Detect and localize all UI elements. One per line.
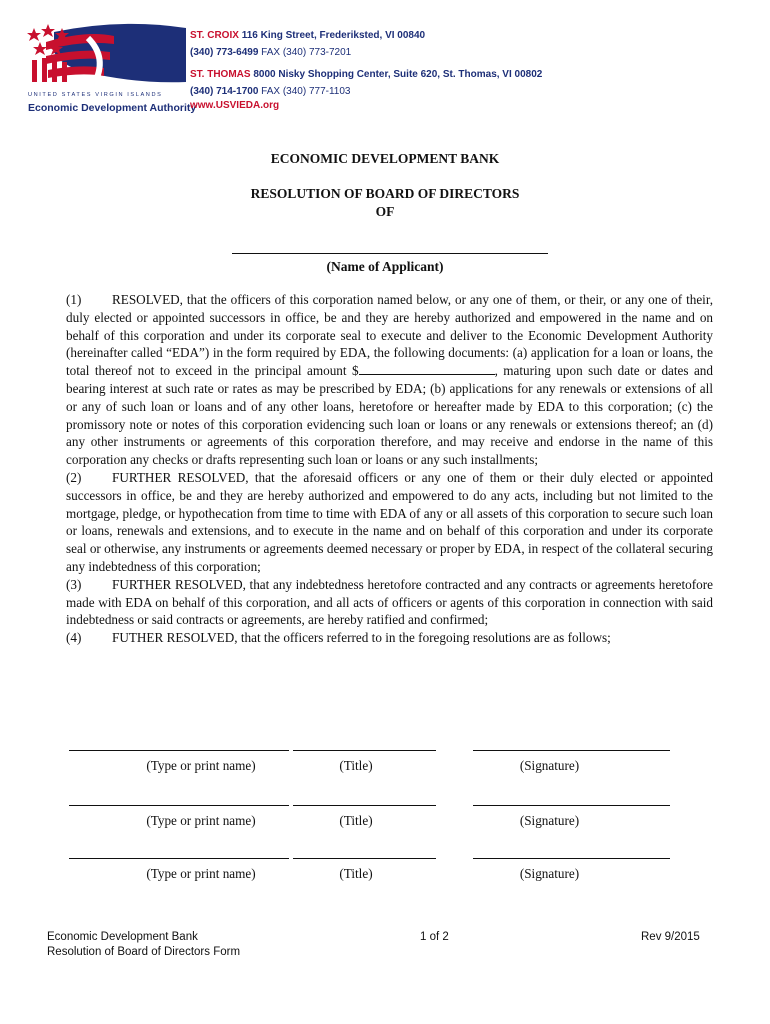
stthomas-phone-line xyxy=(190,84,542,101)
name-label: (Type or print name) xyxy=(146,866,256,881)
footer-subtitle: Resolution of Board of Directors Form xyxy=(47,946,241,958)
name-label: (Type or print name) xyxy=(146,758,256,773)
officer-row xyxy=(0,858,770,898)
document-title: ECONOMIC DEVELOPMENT BANK xyxy=(270,151,500,166)
applicant-name-field[interactable] xyxy=(232,253,548,254)
signature-field[interactable] xyxy=(473,805,670,806)
stcroix-address-line xyxy=(190,28,542,45)
title-label: (Title) xyxy=(339,758,373,773)
website-link[interactable]: www.USVIEDA.org xyxy=(190,100,280,111)
stcroix-address: 116 King Street, Frederiksted, VI 00840 xyxy=(241,30,426,41)
signature-label: (Signature) xyxy=(519,866,580,881)
resolution-text: , maturing upon such date or dates and bearing interest at such rate or rates as may be prescribed by EDA; (b) applications for any renewals or extensions of all or any of such loan or loans and of any other loans, heretofore or hereafter made by EDA to this corporation; (c) the promissory note or notes of this corporation evidencing such loan or loans or any renewals or extensions thereof; an (d) any other instruments or agreements of this corporation therefore, and may receive and endorse in the name of this corporation any checks or drafts representing such loan or loans or any such installments; xyxy=(66,363,713,468)
officer-row xyxy=(0,750,770,790)
signature-label: (Signature) xyxy=(519,758,580,773)
resolution-text: FURTHER RESOLVED, that the aforesaid officers or any one of them or their duly elected or appointed successors in office, be and they are hereby authorized and empowered to do any acts, including but not limited to the mortgage, pledge, or hypothecation from time to time with EDA of any or all assets of this corporation to secure such loan or loans, renewals and extensions, and to execute in the name and on behalf of this corporation and under its corporate seal or otherwise, any instruments or agreements deemed necessary or proper by EDA, in respect of the collateral securing any indebtedness of this corporation; xyxy=(66,469,713,574)
name-field[interactable] xyxy=(69,750,289,751)
stcroix-phone: (340) 773-6499 xyxy=(190,46,259,58)
flag-logo-graphic xyxy=(26,22,186,92)
resolution-number: (1) xyxy=(66,292,82,307)
resolution-text: FUTHER RESOLVED, that the officers referred to in the foregoing resolutions are as follows; xyxy=(112,630,611,646)
resolution-number: (3) xyxy=(66,576,82,592)
resolution-2 xyxy=(66,469,713,576)
resolution-4 xyxy=(66,629,713,647)
footer-title: Economic Development Bank xyxy=(47,931,198,943)
signature-field[interactable] xyxy=(473,858,670,859)
stthomas-label: ST. THOMAS xyxy=(190,69,251,80)
resolution-1 xyxy=(66,291,713,469)
stthomas-address-line xyxy=(190,67,542,84)
title-field[interactable] xyxy=(293,805,436,806)
stthomas-phone: (340) 714-1700 xyxy=(190,85,259,97)
eda-logo xyxy=(26,22,197,118)
stcroix-fax: FAX (340) 773-7201 xyxy=(261,46,352,58)
signature-field[interactable] xyxy=(473,750,670,751)
name-field[interactable] xyxy=(69,805,289,806)
logo-tagline: UNITED STATES VIRGIN ISLANDS xyxy=(28,92,163,98)
signature-label: (Signature) xyxy=(519,813,580,828)
revision-label: Rev 9/2015 xyxy=(641,931,700,943)
resolution-number: (2) xyxy=(66,469,82,485)
page-number: 1 of 2 xyxy=(420,931,449,943)
officer-row xyxy=(0,805,770,845)
resolution-text: FURTHER RESOLVED, that any indebtedness heretofore contracted and any contracts or agreements heretofore made with EDA on behalf of this corporation, and all acts of officers or agents of this corporation in connection with said indebtedness or said contracts or agreements, are hereby ratified and confirmed; xyxy=(66,576,713,628)
stthomas-fax: FAX (340) 777-1103 xyxy=(261,85,351,97)
resolution-title: RESOLUTION OF BOARD OF DIRECTORS xyxy=(250,186,520,201)
title-field[interactable] xyxy=(293,858,436,859)
resolutions-body xyxy=(66,291,713,647)
resolution-3 xyxy=(66,576,713,629)
stcroix-label: ST. CROIX xyxy=(190,30,239,41)
footer-left xyxy=(47,930,240,960)
stthomas-address: 8000 Nisky Shopping Center, Suite 620, St. Thomas, VI 00802 xyxy=(253,69,543,80)
title-label: (Title) xyxy=(339,813,373,828)
logo-organization-name: Economic Development Authority xyxy=(28,102,197,114)
title-field[interactable] xyxy=(293,750,436,751)
contact-block xyxy=(190,28,542,100)
resolution-number: (4) xyxy=(66,630,82,646)
resolution-of: OF xyxy=(375,204,395,219)
name-label: (Type or print name) xyxy=(146,813,256,828)
title-label: (Title) xyxy=(339,866,373,881)
resolution-text: RESOLVED, that the officers of this corporation named below, or any one of them, or their, or any one of their, duly elected or appointed successors in office, be and they are hereby authorized and empowered in the name and on behalf of this corporation and under its corporate seal to execute and deliver to the Economic Development Authority (hereinafter called “EDA”) in the form required by EDA, the following documents: (a) application for a loan or loans, the total thereof not to exceed in the principal amount $ xyxy=(66,292,713,379)
applicant-caption: (Name of Applicant) xyxy=(326,259,444,274)
name-field[interactable] xyxy=(69,858,289,859)
loan-amount-field[interactable] xyxy=(359,362,495,375)
stcroix-phone-line xyxy=(190,45,542,62)
